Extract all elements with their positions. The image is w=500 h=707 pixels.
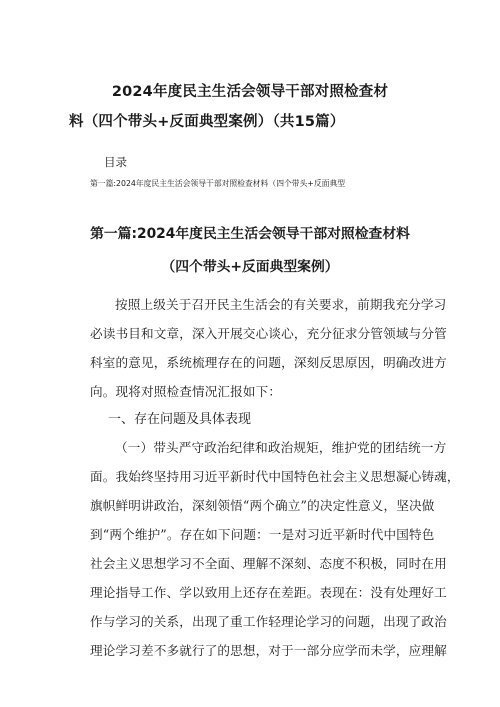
intro-paragraph-line: 按照上级关于召开民主生活会的有关要求，前期我充分学习 [115, 297, 447, 312]
body-paragraph-line: （一）带头严守政治纪律和政治规矩，维护党的团结统一方 [115, 440, 447, 455]
intro-paragraph-line: 科室的意见，系统梳理存在的问题，深刻反思原因，明确改进方 [90, 355, 447, 370]
body-paragraph-line: 作与学习的关系，出现了重工作轻理论学习的问题，出现了政治 [90, 614, 447, 629]
intro-paragraph-line: 必读书目和文章，深入开展交心谈心，充分征求分管领域与分管 [90, 326, 447, 341]
body-paragraph-line: 到“两个维护”。存在如下问题：一是对习近平新时代中国特色 [90, 527, 435, 542]
section-title-line-2: （四个带头+反面典型案例） [161, 259, 339, 275]
heading-problems: 一、存在问题及具体表现 [108, 412, 252, 427]
intro-paragraph-line: 向。现将对照检查情况汇报如下： [90, 384, 282, 399]
section-title-line-1: 第一篇:2024年度民主生活会领导干部对照检查材料 [90, 226, 410, 242]
body-paragraph-line: 理论指导工作、学以致用上还存在差距。表现在：没有处理好工 [90, 585, 447, 600]
document-title-line-1: 2024年度民主生活会领导干部对照检查材 [111, 84, 389, 100]
toc-heading: 目录 [104, 155, 127, 169]
document-title-line-2: 料（四个带头+反面典型案例）（共15篇） [69, 114, 345, 130]
body-paragraph-line: 旗帜鲜明讲政治，深刻领悟“两个确立”的决定性意义，坚决做 [90, 498, 435, 513]
body-paragraph-line: 面。我始终坚持用习近平新时代中国特色社会主义思想凝心铸魂， [90, 469, 460, 484]
body-paragraph-line: 社会主义思想学习不全面、理解不深刻、态度不积极，同时在用 [90, 556, 447, 571]
toc-entry-link[interactable]: 第一篇:2024年度民主生活会领导干部对照检查材料（四个带头+反面典型 [90, 179, 346, 188]
body-paragraph-line: 理论学习差不多就行了的思想，对于一部分应学而未学，应理解 [90, 643, 447, 658]
